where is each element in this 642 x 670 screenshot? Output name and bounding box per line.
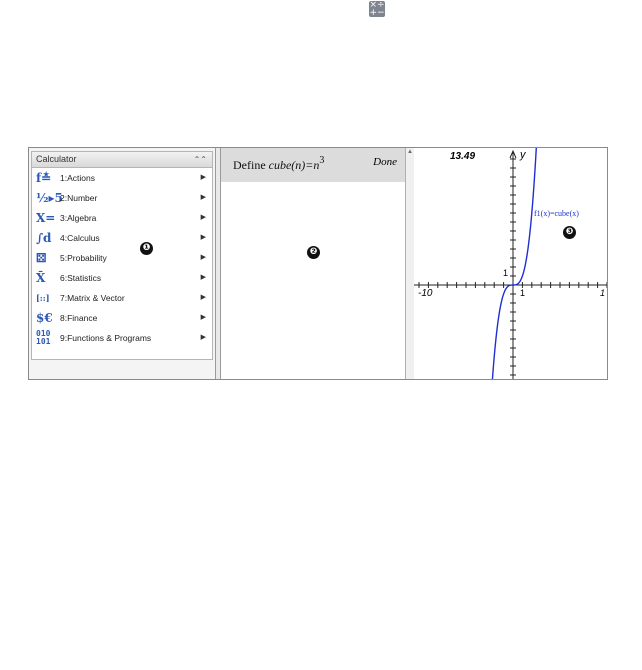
catalog-item-2[interactable] [32,188,212,208]
fraction-number-icon: ½▸5 [36,191,63,205]
matrix-icon: [::] [36,293,50,303]
submenu-arrow-icon: ▶ [200,274,206,281]
catalog-item-label: 7:Matrix & Vector [60,293,125,303]
callout-3: ❸ [563,226,576,239]
submenu-arrow-icon: ▶ [200,174,206,181]
double-chevron-up-icon[interactable]: ⌃⌃ [193,155,207,164]
submenu-arrow-icon: ▶ [200,214,206,221]
x-min-label: -10 [418,288,433,299]
ti-nspire-screen [28,147,608,380]
catalog-item-label: 4:Calculus [60,233,100,243]
catalog-item-7[interactable] [32,288,212,308]
catalog-item-label: 5:Probability [60,253,107,263]
catalog-item-4[interactable] [32,228,212,248]
catalog-item-label: 3:Algebra [60,213,97,223]
callout-1: ❶ [140,242,153,255]
y-tick-label: 1 [503,268,509,278]
submenu-arrow-icon: ▶ [200,194,206,201]
catalog-item-label: 1:Actions [60,173,95,183]
f-actions-icon: f≛ [36,171,52,185]
catalog-header[interactable] [32,152,212,168]
catalog-item-label: 2:Number [60,193,98,203]
submenu-arrow-icon: ▶ [200,294,206,301]
y-axis-label: y [520,149,526,161]
catalog-item-6[interactable] [32,268,212,288]
calculator-keys-icon: ×÷ +− [369,0,385,18]
catalog-item-8[interactable] [32,308,212,328]
catalog-panel [29,148,216,379]
x-tick-label: 1 [520,288,526,298]
catalog-item-5[interactable] [32,248,212,268]
entry-result: Done [373,156,397,168]
x-max-label: 1 [600,288,606,298]
function-label[interactable]: f1(x)=cube(x) [534,209,579,218]
catalog-item-label: 9:Functions & Programs [60,333,152,343]
expr-exponent: 3 [319,155,325,166]
graph-panel[interactable] [414,148,607,379]
callout-2: ❷ [307,246,320,259]
y-max-label: 13.49 [450,151,476,162]
catalog-menu [31,151,213,360]
calculator-panel[interactable] [220,148,405,379]
submenu-arrow-icon: ▶ [200,234,206,241]
x-equals-icon: X= [36,211,56,225]
expr-prefix: Define [233,158,269,172]
catalog-title: Calculator [36,154,77,164]
x-bar-icon: X̄ [36,271,46,285]
catalog-item-9[interactable] [32,328,212,348]
history-entry[interactable] [221,148,405,182]
currency-icon: $€ [36,311,53,325]
submenu-arrow-icon: ▶ [200,254,206,261]
catalog-item-label: 8:Finance [60,313,98,323]
catalog-item-1[interactable] [32,168,212,188]
expr-function: cube(n)=n [268,158,320,172]
dice-icon: ⚄ [36,251,47,265]
integral-icon: ∫d [36,231,52,245]
submenu-arrow-icon: ▶ [200,314,206,321]
graph-canvas[interactable] [414,148,607,379]
submenu-arrow-icon: ▶ [200,334,206,341]
entry-expression [233,155,325,173]
scroll-up-icon[interactable]: ▲ [407,149,413,155]
binary-icon: 010 101 [36,329,51,346]
catalog-item-label: 6:Statistics [60,273,102,283]
catalog-item-3[interactable] [32,208,212,228]
